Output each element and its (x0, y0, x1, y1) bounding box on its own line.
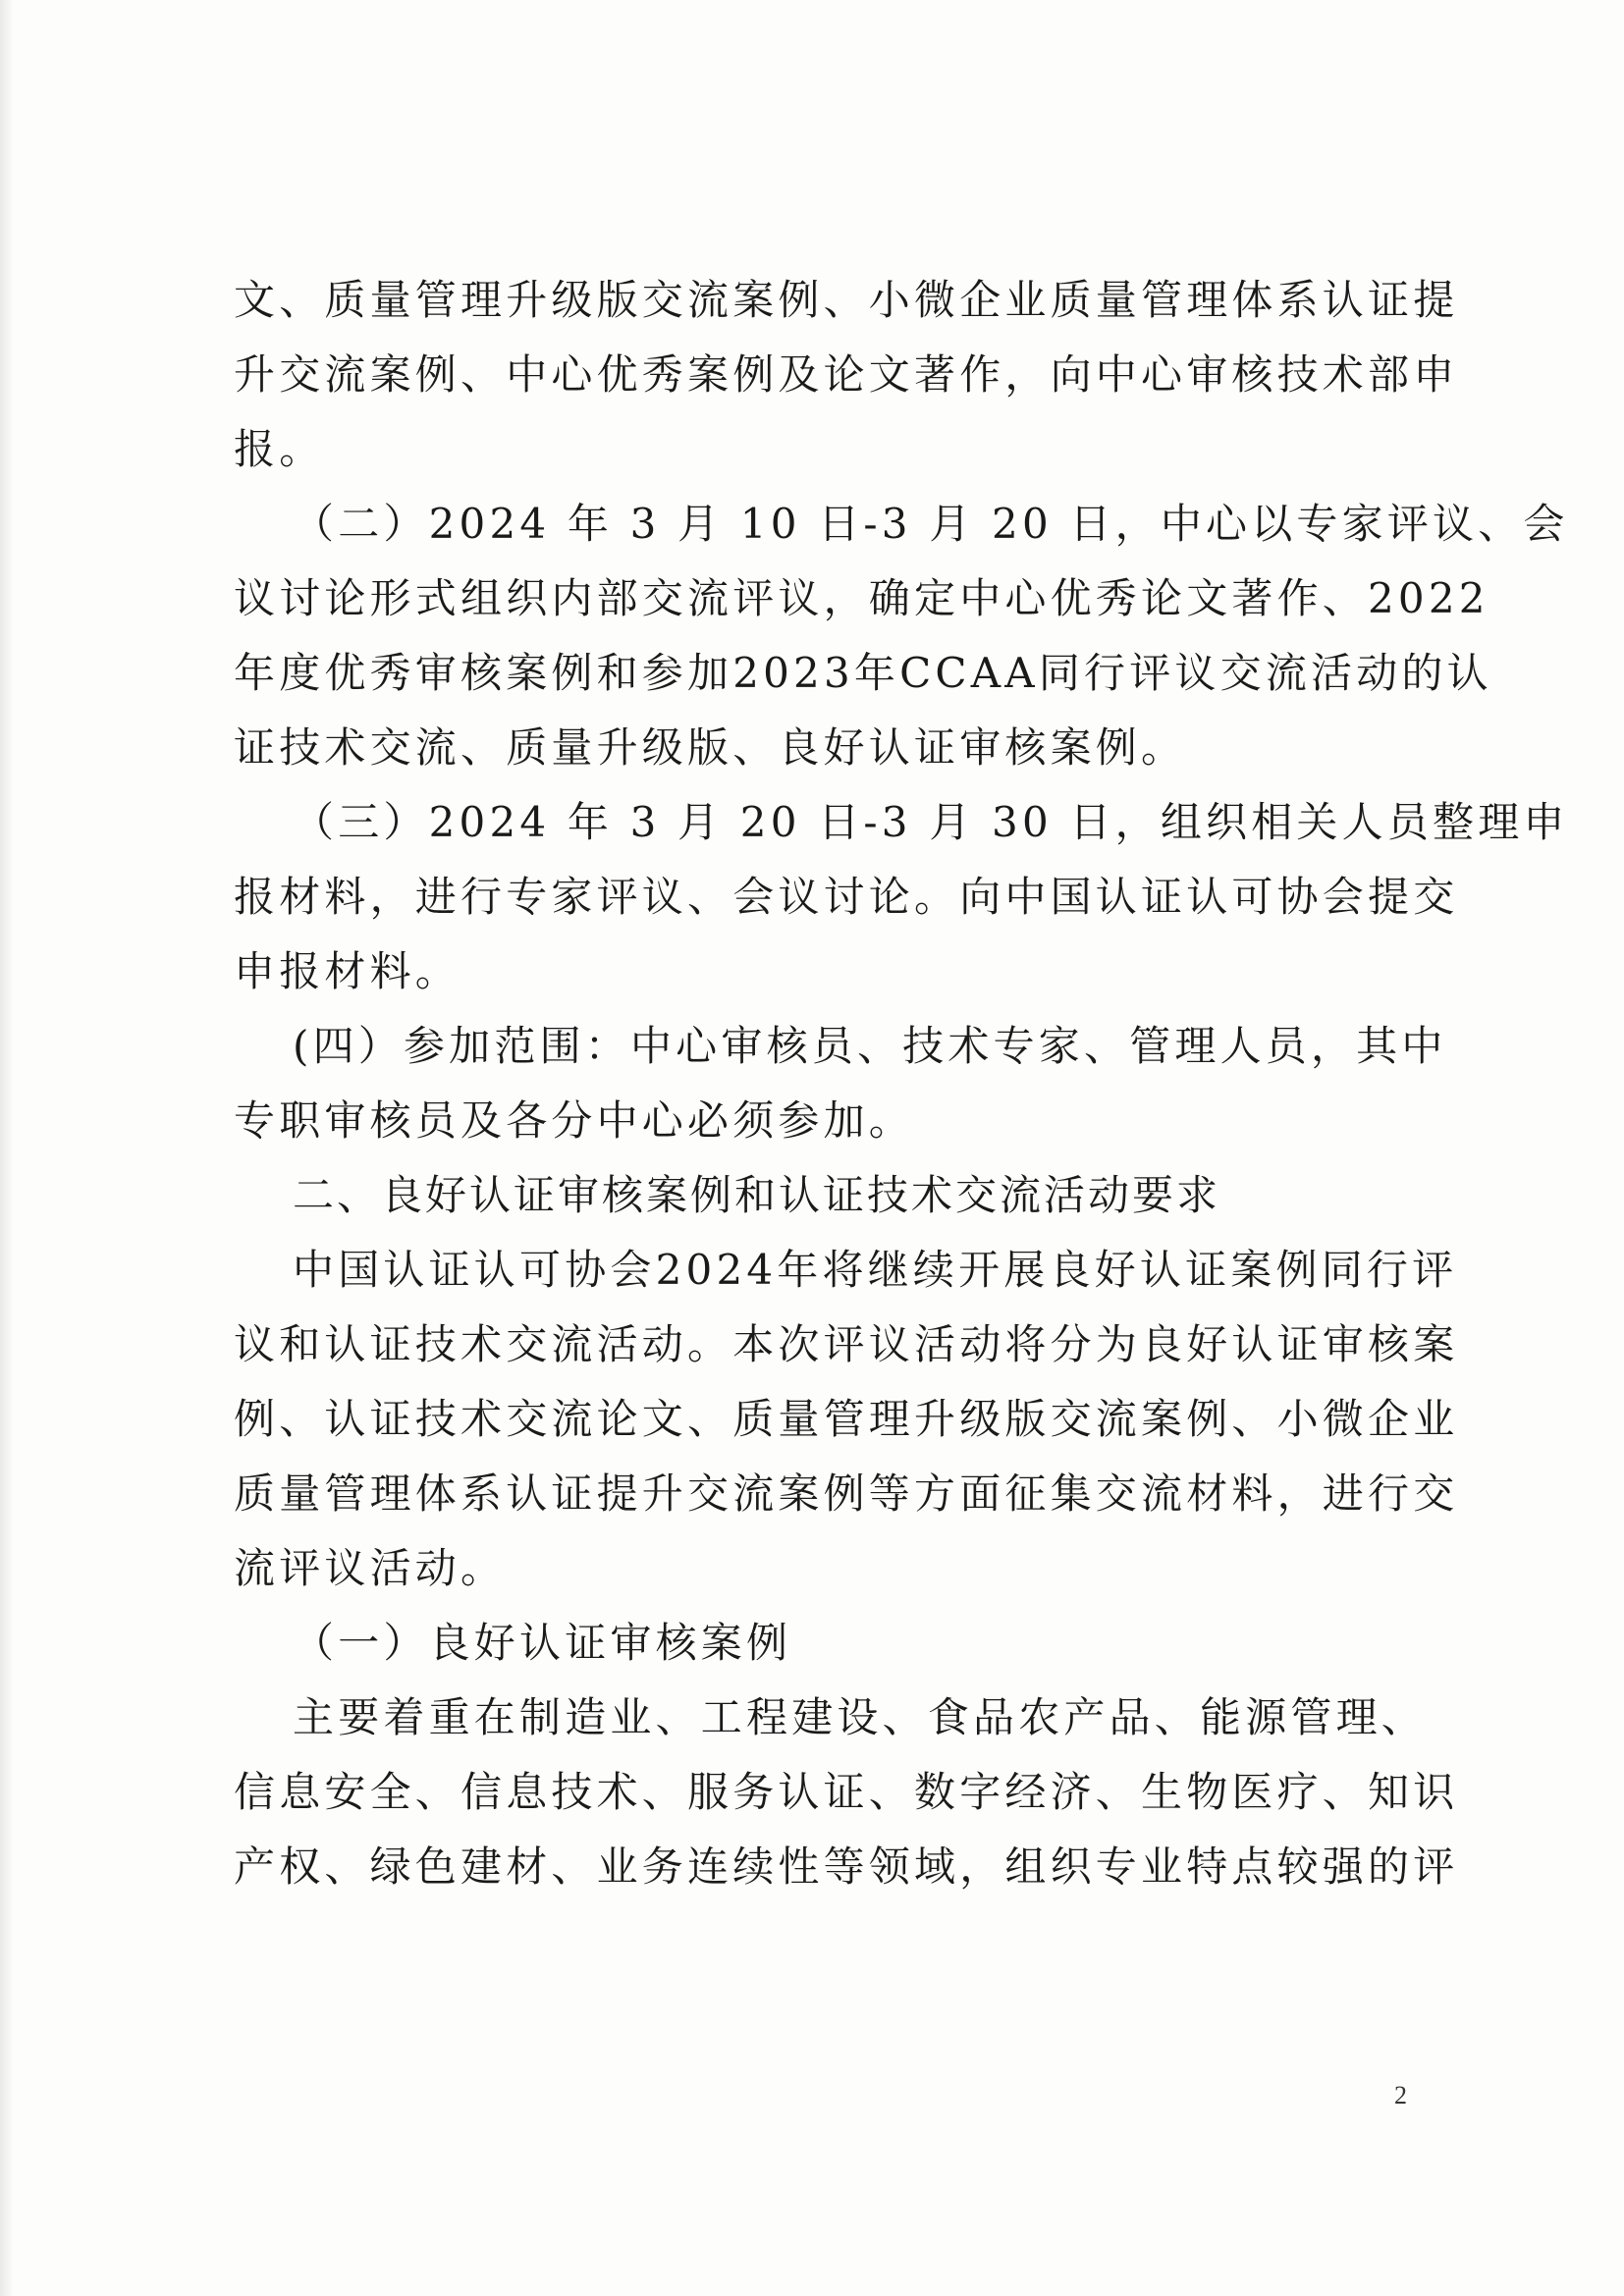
paragraph-line: 质量管理体系认证提升交流案例等方面征集交流材料，进行交 (234, 1469, 1459, 1518)
paragraph-line: 证技术交流、质量升级版、良好认证审核案例。 (234, 723, 1187, 772)
paragraph-line: （二）2024 年 3 月 10 日-3 月 20 日，中心以专家评议、会 (293, 500, 1569, 548)
scan-edge (0, 0, 14, 2296)
paragraph-line: 报。 (234, 425, 325, 473)
paragraph-line: 流评议活动。 (234, 1544, 507, 1592)
paragraph-line: 议讨论形式组织内部交流评议，确定中心优秀论文著作、2022 (234, 574, 1489, 622)
page-number: 2 (1394, 2081, 1407, 2109)
paragraph-line: 申报材料。 (234, 947, 461, 995)
paragraph-line: 文、质量管理升级版交流案例、小微企业质量管理体系认证提 (234, 276, 1459, 324)
paragraph-line: 中国认证认可协会2024年将继续开展良好认证案例同行评 (293, 1246, 1458, 1294)
paragraph-line: 例、认证技术交流论文、质量管理升级版交流案例、小微企业 (234, 1395, 1459, 1443)
paragraph-line: 产权、绿色建材、业务连续性等领域，组织专业特点较强的评 (234, 1842, 1459, 1891)
paragraph-line: 升交流案例、中心优秀案例及论文著作，向中心审核技术部申 (234, 350, 1459, 399)
subsection-heading: （一）良好认证审核案例 (293, 1619, 792, 1667)
paragraph-line: 年度优秀审核案例和参加2023年CCAA同行评议交流活动的认 (234, 649, 1492, 697)
paragraph-line: 专职审核员及各分中心必须参加。 (234, 1096, 915, 1145)
paragraph-line: 主要着重在制造业、工程建设、食品农产品、能源管理、 (293, 1693, 1428, 1741)
paragraph-line: （三）2024 年 3 月 20 日-3 月 30 日，组织相关人员整理申 (293, 798, 1569, 846)
paragraph-line: 议和认证技术交流活动。本次评议活动将分为良好认证审核案 (234, 1320, 1459, 1368)
paragraph-line: 报材料，进行专家评议、会议讨论。向中国认证认可协会提交 (234, 873, 1459, 921)
section-heading: 二、良好认证审核案例和认证技术交流活动要求 (293, 1171, 1221, 1219)
paragraph-line: 信息安全、信息技术、服务认证、数字经济、生物医疗、知识 (234, 1768, 1459, 1816)
document-body (234, 273, 1569, 1914)
paragraph-line: (四）参加范围：中心审核员、技术专家、管理人员，其中 (293, 1022, 1447, 1070)
